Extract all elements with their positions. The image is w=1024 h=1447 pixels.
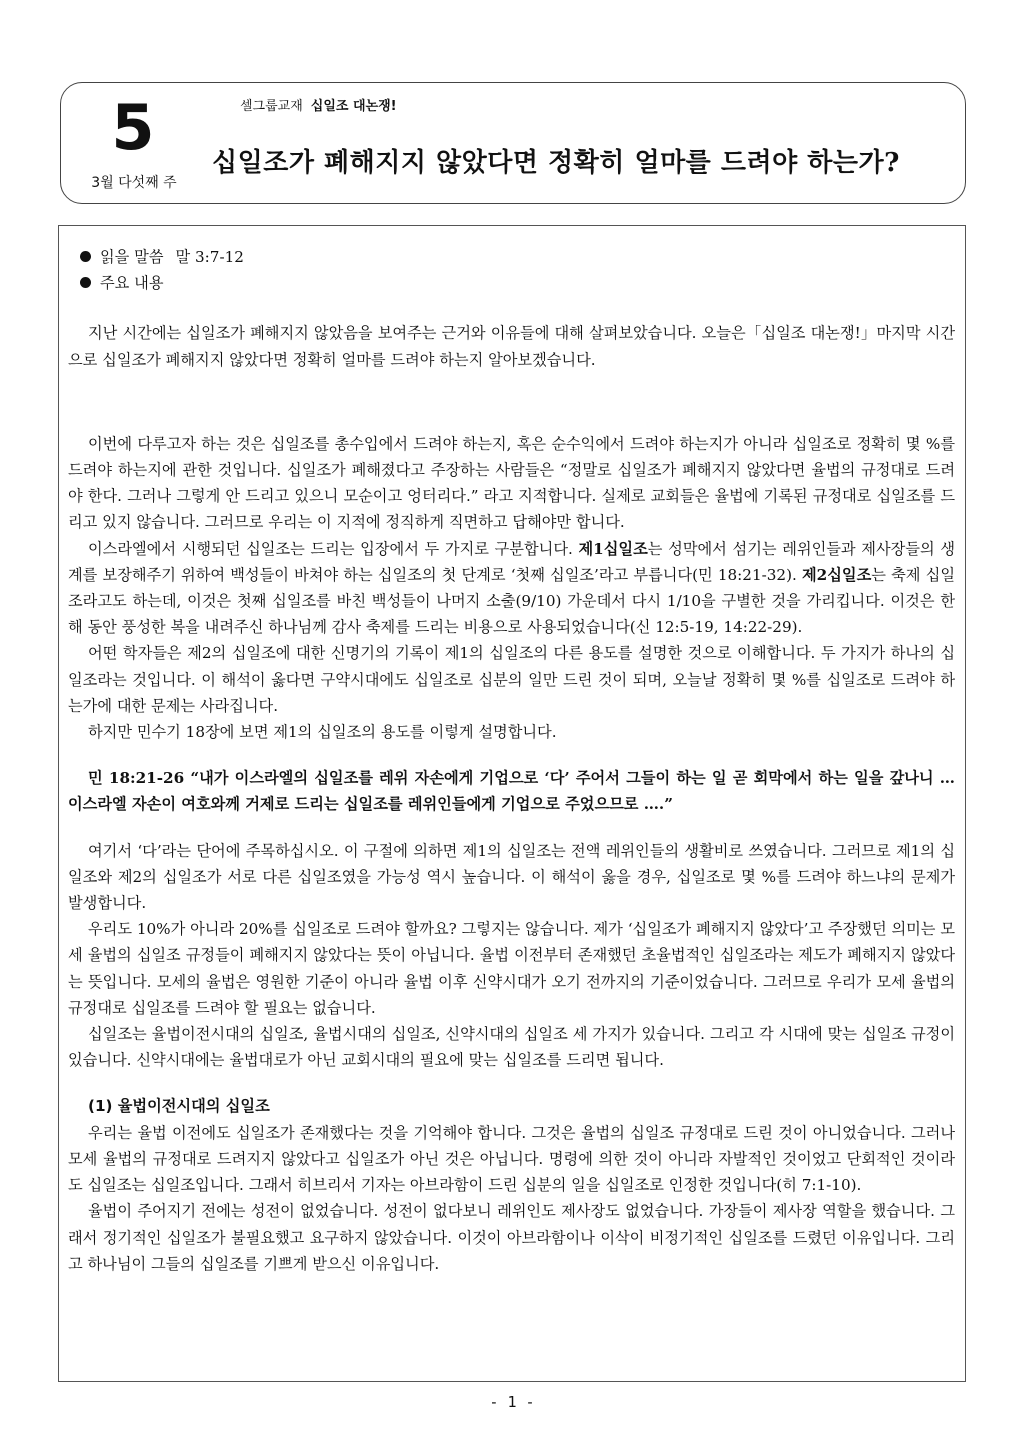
paragraph-tithe-types <box>68 536 955 641</box>
paragraph-intro: 지난 시간에는 십일조가 폐해지지 않았음을 보여주는 근거와 이유들에 대해 살펴보았습니다. 오늘은「십일조 대논쟁!」마지막 시간으로 십일조가 폐해지지 않았다면 정확히 얼마를 드려야 하는지 알아보겠습니다. <box>68 324 955 369</box>
paragraph: 이번에 다루고자 하는 것은 십일조를 총수입에서 드려야 하는지, 혹은 순수익에서 드려야 하는지가 아니라 십일조로 정확히 몇 %를 드려야 하는지에 관한 것입니다. 십일조가 폐해졌다고 주장하는 사람들은 “정말로 십일조가 폐해지지 않았다면 율법의 규정대로 드려야 한다. 그러나 그렇게 안 드리고 있으니 모순이고 엉터리다.” 라고 지적합니다. 실제로 교회들은 율법에 기록된 규정대로 십일조를 드리고 있지 않습니다. 그러므로 우리는 이 지적에 정직하게 직면하고 답해야만 합니다. <box>68 434 955 532</box>
series-label-text: 셀그룹교재 <box>240 99 303 114</box>
text-run: 는 축제 십일조라고도 하는데, 이것은 첫째 십일조를 바친 백성들이 나머지 소출(9/10) 가운데서 다시 1/10을 구별한 것을 가리킵니다. 이것은 한 해 동안 풍성한 복을 내려주신 하나님께 감사 축제를 드리는 비용으로 사용되었습니다(신 12:5-19, 14:22-29). <box>68 565 955 637</box>
series-label <box>240 95 397 114</box>
text-run: 는 성막에서 섬기는 레위인들과 제사장들의 생계를 보장해주기 위하여 백성들이 바쳐야 하는 십일조의 첫 단계로 ‘첫째 십일조’라고 부릅니다(민 18:21-32). <box>68 539 955 584</box>
paragraph: 우리도 10%가 아니라 20%를 십일조로 드려야 할까요? 그렇지는 않습니다. 제가 ‘십일조가 폐해지지 않았다’고 주장했던 의미는 모세 율법의 십일조 규정들이 폐해지지 않았다는 뜻이 아닙니다. 율법 이전부터 존재했던 초율법적인 십일조라는 제도가 폐해지지 않았다는 뜻입니다. 모세의 율법은 영원한 기준이 아니라 율법 이후 신약시대가 오기 전까지의 기준이었습니다. 그러므로 우리가 모세 율법의 규정대로 십일조를 드려야 할 필요는 없습니다. <box>68 920 955 1017</box>
text-run: 이스라엘에서 시행되던 십일조는 드리는 입장에서 두 가지로 구분합니다. <box>88 539 579 558</box>
paragraph: 어떤 학자들은 제2의 십일조에 대한 신명기의 기록이 제1의 십일조의 다른 용도를 설명한 것으로 이해합니다. 두 가지가 하나의 십일조라는 것입니다. 이 해석이 옳다면 구약시대에도 십일조로 십분의 일만 드린 것이 되며, 오늘날 정확히 몇 %를 십일조로 드려야 하는가에 대한 문제는 사라집니다. <box>68 644 955 715</box>
reading-label: 읽을 말씀 <box>100 248 164 266</box>
paragraph: 여기서 ‘다’라는 단어에 주목하십시오. 이 구절에 의하면 제1의 십일조는 전액 레위인들의 생활비로 쓰였습니다. 그러므로 제1의 십일조와 제2의 십일조가 서로 다른 십일조였을 가능성 역시 높습니다. 이 해석이 옳을 경우, 십일조로 몇 %를 드려야 하느냐의 문제가 발생합니다. <box>68 841 955 913</box>
paragraph: 하지만 민수기 18장에 보면 제1의 십일조의 용도를 이렇게 설명합니다. <box>88 723 557 742</box>
main-content-line <box>68 270 955 296</box>
paragraph: 십일조는 율법이전시대의 십일조, 율법시대의 십일조, 신약시대의 십일조 세 가지가 있습니다. 그리고 각 시대에 맞는 십일조 규정이 있습니다. 신약시대에는 율법대로가 아닌 교회시대의 필요에 맞는 십일조를 드리면 됩니다. <box>68 1025 955 1070</box>
page-number: - 1 - <box>489 1393 535 1411</box>
lesson-number: 5 <box>111 91 155 164</box>
term-second-tithe: 제2십일조 <box>802 565 872 584</box>
paragraph: 우리는 율법 이전에도 십일조가 존재했다는 것을 기억해야 합니다. 그것은 율법의 십일조 규정대로 드린 것이 아니었습니다. 그러나 모세 율법의 규정대로 드려지지 않았다고 십일조가 아닌 것은 아닙니다. 명령에 의한 것이 아니라 자발적인 것이었고 단회적인 것이라도 십일조는 십일조입니다. 그래서 히브리서 기자는 아브라함이 드린 십분의 일을 십일조로 인정한 것입니다(히 7:1-10). <box>68 1123 955 1195</box>
bullet-icon <box>80 251 91 262</box>
paragraph: 율법이 주어지기 전에는 성전이 없었습니다. 성전이 없다보니 레위인도 제사장도 없었습니다. 가장들이 제사장 역할을 했습니다. 그래서 정기적인 십일조가 불필요했고 요구하지 않았습니다. 이것이 아브라함이나 이삭이 비정기적인 십일조를 드렸던 이유입니다. 그리고 하나님이 그들의 십일조를 기쁘게 받으신 이유입니다. <box>68 1202 955 1273</box>
reading-reference: 말 3:7-12 <box>175 248 244 266</box>
bullet-icon <box>80 277 91 288</box>
lesson-week: 3월 다섯째 주 <box>91 175 177 191</box>
page-title: 십일조가 폐해지지 않았다면 정확히 얼마를 드려야 하는가? <box>212 148 900 178</box>
series-title: 십일조 대논쟁! <box>310 99 397 114</box>
scripture-quote: 민 18:21-26 “내가 이스라엘의 십일조를 레위 자손에게 기업으로 ‘다’ 주어서 그들이 하는 일 곧 회막에서 하는 일을 갚나니 … 이스라엘 자손이 여호와께 거제로 드리는 십일조를 레위인들에게 기업으로 주었으므로 ….” <box>68 769 955 814</box>
reading-line <box>68 244 955 270</box>
section-heading: (1) 율법이전시대의 십일조 <box>88 1097 270 1116</box>
term-first-tithe: 제1십일조 <box>578 539 648 558</box>
main-content-label: 주요 내용 <box>100 274 164 293</box>
content-body <box>68 244 955 1277</box>
